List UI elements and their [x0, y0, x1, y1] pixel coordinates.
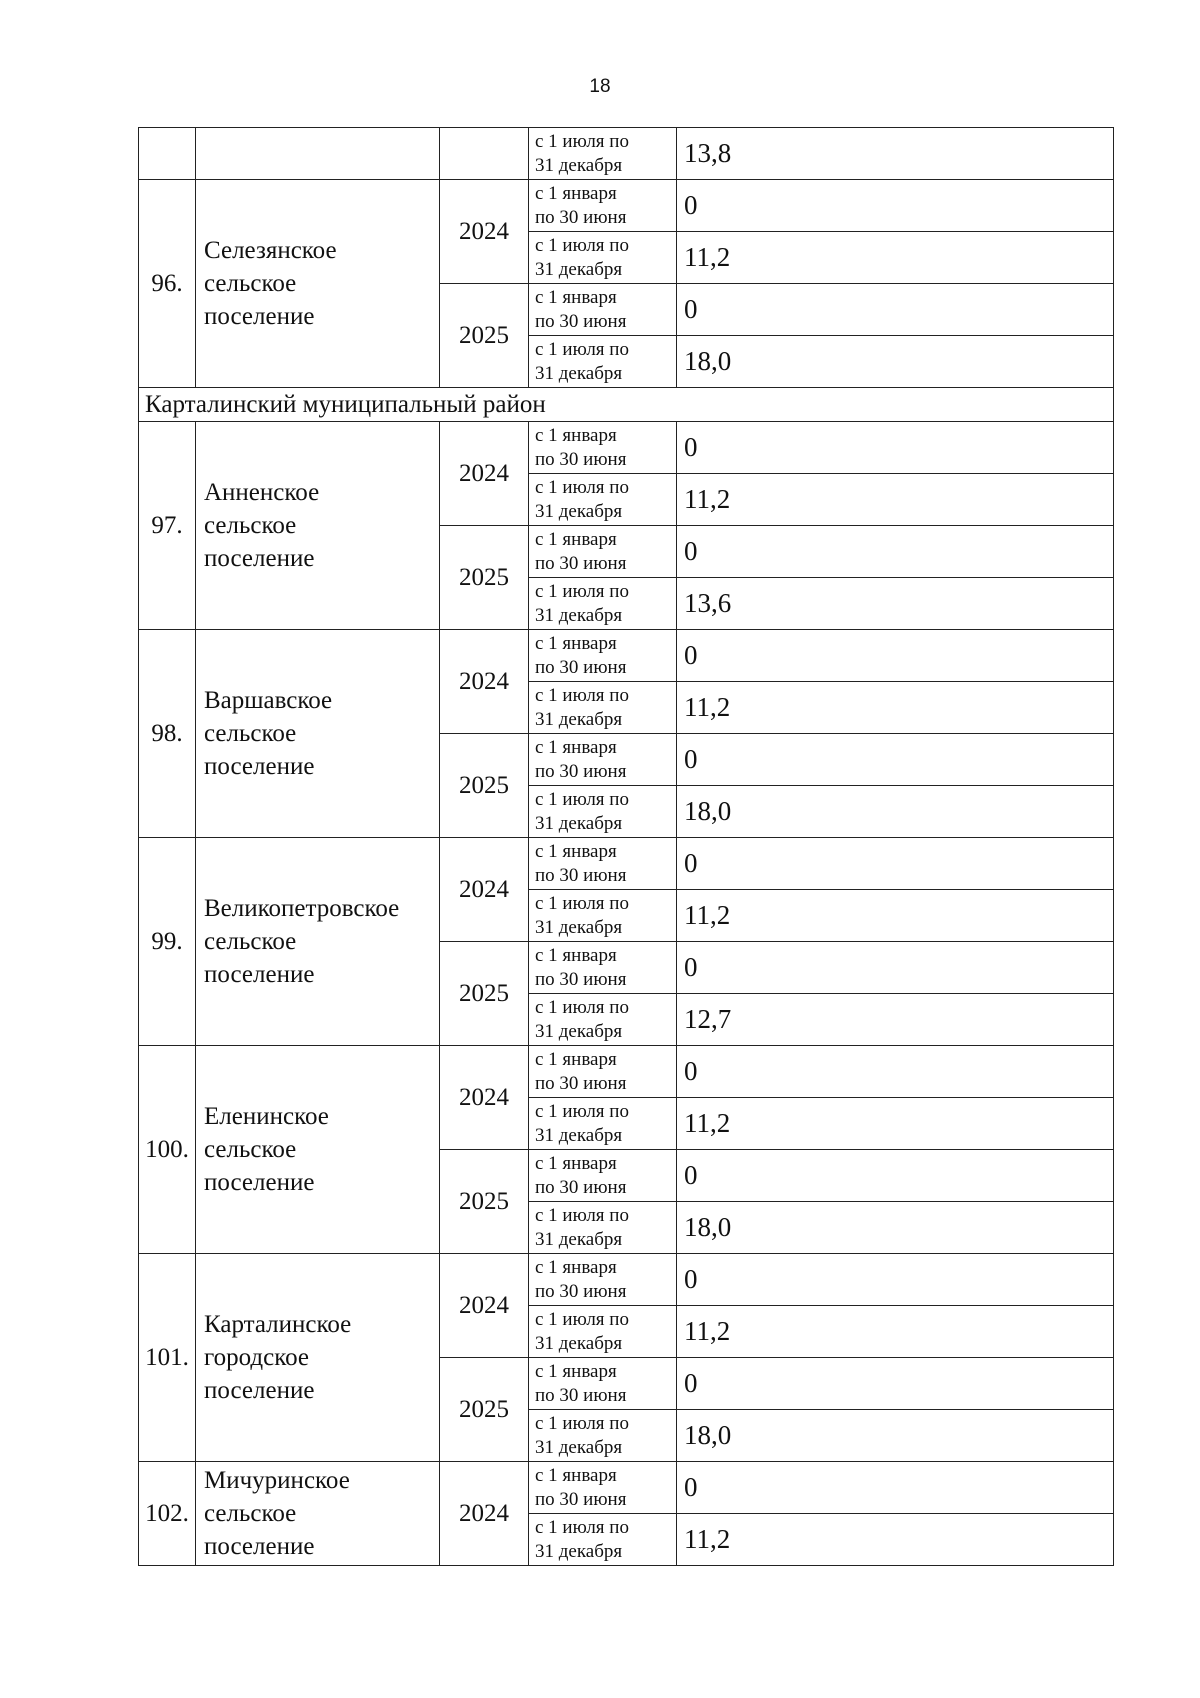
tariff-table-body	[139, 128, 1114, 1566]
period-cell	[529, 734, 677, 786]
period-line: 31 декабря	[535, 812, 623, 834]
period-line: с 1 июля по	[535, 684, 629, 706]
value-cell: 11,2	[677, 682, 1114, 734]
value-cell: 18,0	[677, 786, 1114, 838]
period-line: 31 декабря	[535, 1540, 623, 1562]
value-cell: 0	[677, 1462, 1114, 1514]
number-cell	[139, 128, 196, 180]
period-line: 31 декабря	[535, 1332, 623, 1354]
value-cell: 0	[677, 180, 1114, 232]
settlement-number: 102.	[139, 1462, 196, 1566]
settlement-name-line: Великопетровское	[204, 895, 400, 922]
period-line: по 30 июня	[535, 1280, 627, 1302]
district-header-row	[139, 388, 1114, 422]
period-cell	[529, 474, 677, 526]
settlement-number: 100.	[139, 1046, 196, 1254]
period-cell	[529, 1514, 677, 1566]
period-line: с 1 января	[535, 182, 617, 204]
value-cell: 0	[677, 1150, 1114, 1202]
period-line: с 1 января	[535, 736, 617, 758]
period-line: по 30 июня	[535, 1488, 627, 1510]
period-line: 31 декабря	[535, 500, 623, 522]
period-line: с 1 января	[535, 840, 617, 862]
table-row	[139, 1254, 1114, 1306]
value-cell: 0	[677, 284, 1114, 336]
settlement-name	[196, 422, 440, 630]
period-line: 31 декабря	[535, 916, 623, 938]
settlement-number: 98.	[139, 630, 196, 838]
period-cell	[529, 1098, 677, 1150]
period-cell	[529, 786, 677, 838]
period-cell	[529, 838, 677, 890]
value-cell: 0	[677, 1046, 1114, 1098]
period-cell	[529, 890, 677, 942]
table-row	[139, 1046, 1114, 1098]
period-cell	[529, 1410, 677, 1462]
period-line: по 30 июня	[535, 206, 627, 228]
period-line: с 1 июля по	[535, 580, 629, 602]
value-cell: 11,2	[677, 890, 1114, 942]
period-cell	[529, 1306, 677, 1358]
period-cell	[529, 682, 677, 734]
value-cell: 0	[677, 1358, 1114, 1410]
period-line: с 1 января	[535, 528, 617, 550]
settlement-name	[196, 1046, 440, 1254]
settlement-name-line: Мичуринское	[204, 1467, 350, 1494]
period-cell	[529, 578, 677, 630]
value-cell: 0	[677, 838, 1114, 890]
table-row	[139, 838, 1114, 890]
period-line: по 30 июня	[535, 1176, 627, 1198]
settlement-number: 101.	[139, 1254, 196, 1462]
page-number: 18	[589, 76, 611, 97]
value-cell: 11,2	[677, 474, 1114, 526]
period-cell	[529, 336, 677, 388]
value-cell: 11,2	[677, 1306, 1114, 1358]
value-cell: 18,0	[677, 1202, 1114, 1254]
settlement-name	[196, 838, 440, 1046]
settlement-name-line: сельское	[204, 1500, 297, 1527]
period-cell	[529, 284, 677, 336]
period-line: по 30 июня	[535, 864, 627, 886]
settlement-name-line: сельское	[204, 720, 297, 747]
period-line: 31 декабря	[535, 362, 623, 384]
name-cell	[196, 128, 440, 180]
continuation-row	[139, 128, 1114, 180]
settlement-name-line: Варшавское	[204, 687, 333, 714]
value-cell: 0	[677, 1254, 1114, 1306]
period-line: с 1 июля по	[535, 130, 629, 152]
period-line: 31 декабря	[535, 1228, 623, 1250]
period-line: 31 декабря	[535, 1436, 623, 1458]
period-line: с 1 июля по	[535, 1516, 629, 1538]
settlement-name-line: поселение	[204, 1169, 315, 1196]
settlement-name	[196, 630, 440, 838]
period-line: с 1 июля по	[535, 338, 629, 360]
period-cell	[529, 1462, 677, 1514]
year-cell: 2024	[440, 630, 529, 734]
settlement-number: 96.	[139, 180, 196, 388]
period-line: по 30 июня	[535, 968, 627, 990]
period-cell	[529, 526, 677, 578]
period-cell	[529, 942, 677, 994]
year-cell: 2024	[440, 180, 529, 284]
period-line: по 30 июня	[535, 1072, 627, 1094]
settlement-name-line: Селезянское	[204, 237, 337, 264]
settlement-number: 97.	[139, 422, 196, 630]
period-line: с 1 июля по	[535, 1100, 629, 1122]
period-cell	[529, 128, 677, 180]
period-cell	[529, 180, 677, 232]
year-cell: 2025	[440, 942, 529, 1046]
period-line: с 1 июля по	[535, 892, 629, 914]
period-line: с 1 января	[535, 1152, 617, 1174]
period-line: с 1 января	[535, 286, 617, 308]
period-line: 31 декабря	[535, 154, 623, 176]
year-cell: 2025	[440, 1150, 529, 1254]
period-cell	[529, 232, 677, 284]
year-cell: 2024	[440, 838, 529, 942]
period-line: с 1 января	[535, 1256, 617, 1278]
settlement-name	[196, 1254, 440, 1462]
period-line: с 1 января	[535, 1464, 617, 1486]
table-row	[139, 630, 1114, 682]
settlement-name-line: Карталинское	[204, 1311, 352, 1338]
year-cell	[440, 128, 529, 180]
period-line: 31 декабря	[535, 1020, 623, 1042]
value-cell: 18,0	[677, 336, 1114, 388]
value-cell: 0	[677, 734, 1114, 786]
tariff-table	[138, 127, 1114, 1566]
value-cell: 13,8	[677, 128, 1114, 180]
year-cell: 2025	[440, 1358, 529, 1462]
table-row	[139, 180, 1114, 232]
year-cell: 2024	[440, 1254, 529, 1358]
value-cell: 0	[677, 526, 1114, 578]
year-cell: 2024	[440, 1462, 529, 1566]
period-line: по 30 июня	[535, 760, 627, 782]
period-cell	[529, 422, 677, 474]
period-cell	[529, 1358, 677, 1410]
value-cell: 0	[677, 630, 1114, 682]
period-line: с 1 января	[535, 1048, 617, 1070]
period-line: с 1 июля по	[535, 234, 629, 256]
year-cell: 2024	[440, 1046, 529, 1150]
settlement-name-line: поселение	[204, 753, 315, 780]
period-line: 31 декабря	[535, 708, 623, 730]
period-line: с 1 января	[535, 424, 617, 446]
period-line: по 30 июня	[535, 656, 627, 678]
period-line: 31 декабря	[535, 1124, 623, 1146]
value-cell: 11,2	[677, 1514, 1114, 1566]
year-cell: 2025	[440, 734, 529, 838]
settlement-name-line: Анненское	[204, 479, 320, 506]
period-line: по 30 июня	[535, 310, 627, 332]
period-cell	[529, 630, 677, 682]
settlement-name-line: поселение	[204, 303, 315, 330]
period-cell	[529, 1046, 677, 1098]
settlement-name-line: сельское	[204, 1136, 297, 1163]
settlement-name-line: поселение	[204, 545, 315, 572]
year-cell: 2025	[440, 284, 529, 388]
year-cell: 2024	[440, 422, 529, 526]
settlement-name	[196, 1462, 440, 1566]
settlement-number: 99.	[139, 838, 196, 1046]
period-line: по 30 июня	[535, 552, 627, 574]
value-cell: 13,6	[677, 578, 1114, 630]
district-name: Карталинский муниципальный район	[139, 388, 1114, 422]
table-row	[139, 422, 1114, 474]
period-line: с 1 января	[535, 632, 617, 654]
settlement-name-line: сельское	[204, 270, 297, 297]
value-cell: 11,2	[677, 1098, 1114, 1150]
settlement-name-line: поселение	[204, 1533, 315, 1560]
settlement-name-line: поселение	[204, 1377, 315, 1404]
period-line: с 1 июля по	[535, 996, 629, 1018]
settlement-name-line: сельское	[204, 512, 297, 539]
period-line: с 1 июля по	[535, 1204, 629, 1226]
year-cell: 2025	[440, 526, 529, 630]
settlement-name-line: Еленинское	[204, 1103, 329, 1130]
period-cell	[529, 1150, 677, 1202]
period-line: по 30 июня	[535, 448, 627, 470]
settlement-name-line: городское	[204, 1344, 310, 1371]
period-cell	[529, 994, 677, 1046]
period-line: с 1 июля по	[535, 1412, 629, 1434]
period-line: с 1 июля по	[535, 788, 629, 810]
period-cell	[529, 1202, 677, 1254]
period-line: с 1 января	[535, 944, 617, 966]
period-line: с 1 июля по	[535, 476, 629, 498]
value-cell: 0	[677, 422, 1114, 474]
value-cell: 12,7	[677, 994, 1114, 1046]
period-line: с 1 июля по	[535, 1308, 629, 1330]
value-cell: 11,2	[677, 232, 1114, 284]
period-line: по 30 июня	[535, 1384, 627, 1406]
settlement-name-line: сельское	[204, 928, 297, 955]
value-cell: 0	[677, 942, 1114, 994]
value-cell: 18,0	[677, 1410, 1114, 1462]
table-row	[139, 1462, 1114, 1514]
period-line: 31 декабря	[535, 258, 623, 280]
period-line: 31 декабря	[535, 604, 623, 626]
settlement-name	[196, 180, 440, 388]
settlement-name-line: поселение	[204, 961, 315, 988]
period-line: с 1 января	[535, 1360, 617, 1382]
period-cell	[529, 1254, 677, 1306]
